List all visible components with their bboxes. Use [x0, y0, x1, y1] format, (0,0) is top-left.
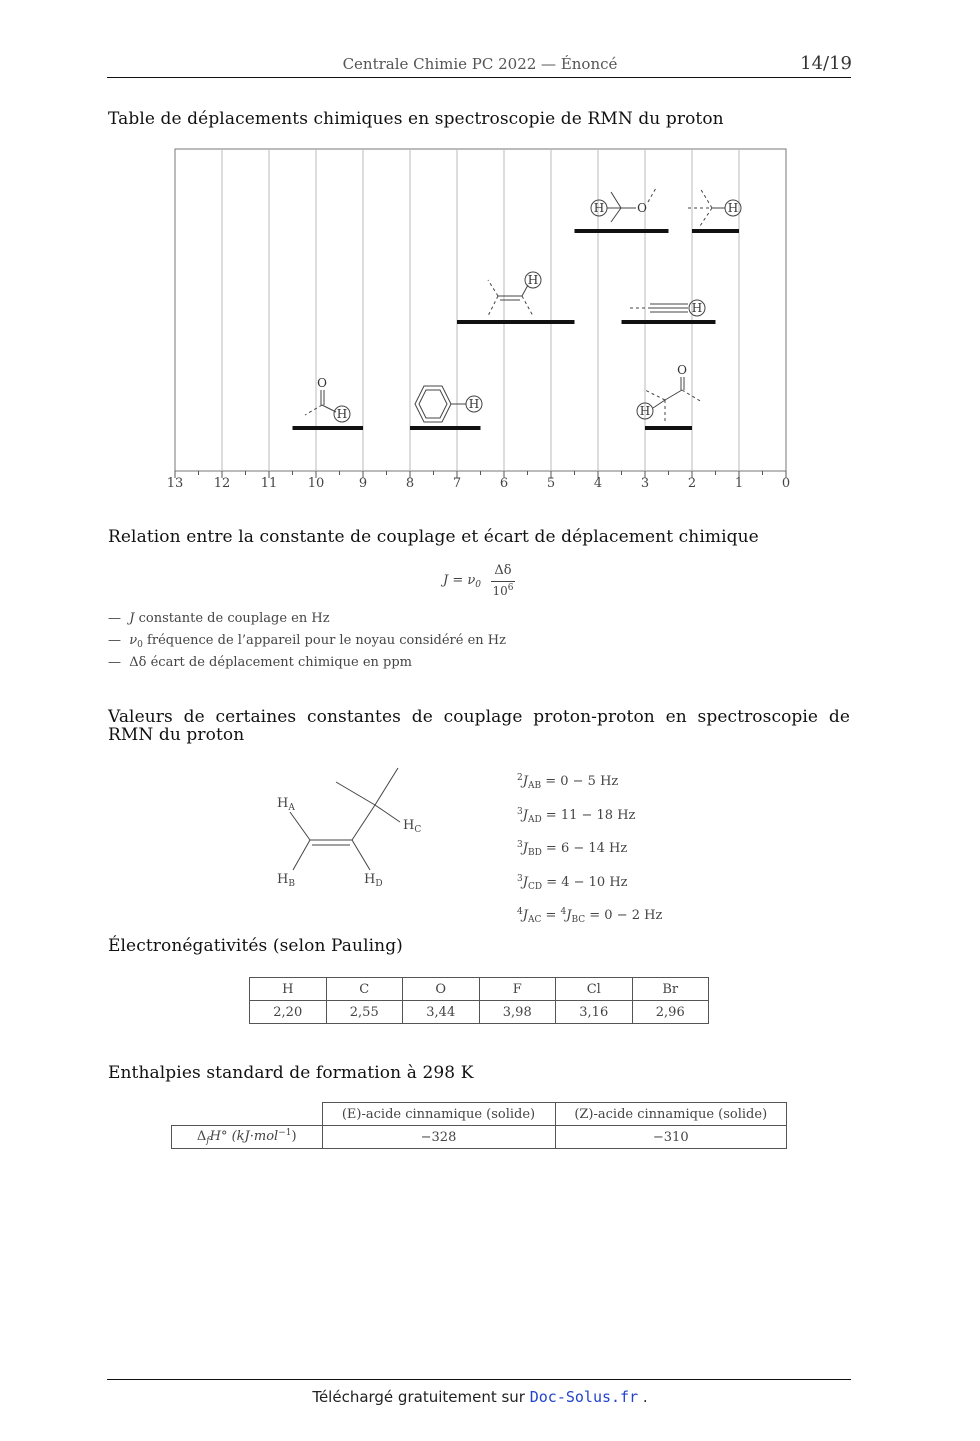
coupling-formula: $J = \nu_0$ Δδ $10^6$ [443, 563, 514, 598]
table-cell: 3,44 [403, 1001, 480, 1024]
svg-text:O: O [637, 201, 647, 215]
footer: Téléchargé gratuitement sur Doc-Solus.fr . [312, 1388, 648, 1406]
table-cell: C [326, 978, 403, 1001]
svg-text:H: H [527, 273, 539, 287]
table-cell: −310 [555, 1126, 787, 1149]
constant-jab: $^2J_{AB} = 0 - 5$ Hz [517, 773, 619, 791]
svg-text:H: H [336, 407, 348, 421]
tick-label: 8 [405, 476, 415, 491]
coupling-constants-list [517, 766, 662, 934]
table-row [172, 1103, 787, 1126]
tick-label: 2 [687, 476, 697, 491]
table-cell: 2,55 [326, 1001, 403, 1024]
tick-label: 1 [734, 476, 744, 491]
svg-text:O: O [317, 376, 327, 390]
svg-text:H: H [468, 397, 480, 411]
tick-label: 9 [358, 476, 368, 491]
tick-label: 13 [166, 476, 184, 491]
constant-jcd: $^3J_{CD} = 4 - 10$ Hz [517, 873, 628, 892]
svg-text:H: H [593, 201, 605, 215]
section-title-coupling: Relation entre la constante de couplage et écart de déplacement chimique [108, 527, 759, 547]
electronegativity-table [249, 977, 709, 1024]
table-cell: Br [632, 978, 709, 1001]
tick-label: 5 [546, 476, 556, 491]
tick-label: 7 [452, 476, 462, 491]
table-row-label: $\Delta_fH^\circ$ (kJ·mol$^{-1}$) [172, 1126, 323, 1149]
table-cell: −328 [322, 1126, 555, 1149]
table-header-z: (Z)-acide cinnamique (solide) [555, 1103, 787, 1126]
section-title-nmr: Table de déplacements chimiques en spectroscopie de RMN du proton [108, 109, 724, 129]
tick-label: 10 [307, 476, 325, 491]
tick-label: 4 [593, 476, 603, 491]
table-row [250, 1001, 709, 1024]
table-cell: 2,96 [632, 1001, 709, 1024]
table-cell: O [403, 978, 480, 1001]
label-hc: $H_C$ [403, 818, 422, 835]
constant-jac-jbc: $^4J_{AC} = ^4J_{BC} = 0 - 2$ Hz [517, 907, 663, 925]
empty-cell [172, 1103, 323, 1126]
definition-j: — J constante de couplage en Hz [108, 611, 330, 626]
svg-text:H: H [727, 201, 739, 215]
tick-label: 3 [640, 476, 650, 491]
definition-nu0: — $\nu_0$ fréquence de l’appareil pour le noyau considéré en Hz [108, 633, 506, 650]
table-row [250, 978, 709, 1001]
page-number: 14/19 [800, 53, 852, 74]
section-title-electronegativity: Électronégativités (selon Pauling) [108, 936, 403, 956]
constant-jbd: $^3J_{BD} = 6 - 14$ Hz [517, 840, 628, 858]
svg-text:O: O [677, 363, 687, 377]
label-hd: $H_D$ [364, 872, 383, 889]
definition-delta: — Δδ écart de déplacement chimique en ppm [108, 655, 413, 670]
table-header-e: (E)-acide cinnamique (solide) [322, 1103, 555, 1126]
section-title-values-line2: RMN du proton [108, 725, 245, 745]
svg-text:H: H [691, 301, 703, 315]
section-title-enthalpy: Enthalpies standard de formation à 298 K [108, 1063, 474, 1083]
doc-solus-link[interactable]: Doc-Solus.fr [529, 1388, 639, 1406]
label-hb: $H_B$ [277, 872, 295, 889]
header-title: Centrale Chimie PC 2022 — Énoncé [342, 55, 618, 73]
enthalpy-table [171, 1102, 787, 1149]
footer-rule [107, 1379, 851, 1380]
tick-label: 6 [499, 476, 509, 491]
label-ha: $H_A$ [277, 796, 295, 813]
svg-text:H: H [639, 404, 651, 418]
table-cell: F [479, 978, 556, 1001]
table-cell: H [250, 978, 327, 1001]
tick-label: 11 [260, 476, 278, 491]
section-title-values-line1: Valeurs de certaines constantes de couplage proton-proton en spectroscopie de [108, 707, 850, 727]
table-cell: 2,20 [250, 1001, 327, 1024]
tick-label: 0 [781, 476, 791, 491]
constant-jad: $^3J_{AD} = 11 - 18$ Hz [517, 806, 636, 825]
table-cell: 3,98 [479, 1001, 556, 1024]
tick-label: 12 [213, 476, 231, 491]
table-cell: 3,16 [556, 1001, 633, 1024]
table-row [172, 1126, 787, 1149]
table-cell: Cl [556, 978, 633, 1001]
